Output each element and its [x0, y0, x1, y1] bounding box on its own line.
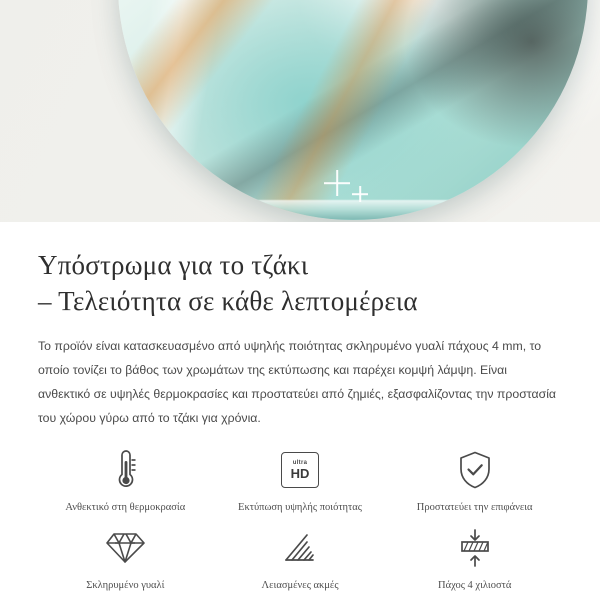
- ultra-hd-badge-icon: [281, 447, 319, 493]
- diamond-icon: [104, 525, 146, 571]
- badge-top-text: ultra: [292, 460, 308, 467]
- feature-item: [38, 525, 213, 593]
- hero-image: [0, 0, 600, 222]
- feature-label: Λειασμένες ακμές: [261, 579, 339, 591]
- shield-check-icon: [457, 447, 493, 493]
- marble-glass-plate: [118, 0, 588, 220]
- polished-edges-icon: [280, 525, 320, 571]
- feature-label: Προστατεύει την επιφάνεια: [416, 502, 533, 514]
- feature-label: Πάχος 4 χιλιοστά: [438, 579, 512, 591]
- thermometer-icon: [107, 447, 143, 493]
- page-title: [38, 248, 562, 319]
- headline-line-2: – Τελειότητα σε κάθε λεπτομέρεια: [38, 285, 418, 316]
- content-area: [0, 222, 600, 592]
- feature-label: Ανθεκτικό στη θερμοκρασία: [65, 502, 186, 514]
- headline-line-1: Υπόστρωμα για το τζάκι: [38, 250, 309, 280]
- feature-item: [387, 447, 562, 515]
- thickness-arrows-icon: [453, 525, 497, 571]
- feature-label: Εκτύπωση υψηλής ποιότητας: [238, 502, 362, 514]
- feature-item: [387, 525, 562, 593]
- feature-item: [213, 525, 388, 593]
- feature-label: Σκληρυμένο γυαλί: [86, 579, 165, 591]
- feature-grid: [38, 447, 562, 592]
- feature-item: [38, 447, 213, 515]
- feature-item: [213, 447, 388, 515]
- description-paragraph: Το προϊόν είναι κατασκευασμένο από υψηλής ποιότητας σκληρυμένο γυαλί πάχους 4 mm, το οποίο τονίζει το βάθος των χρωμάτων της εκτύπωσης και παρέχει κομψή λάμψη. Είναι ανθεκτικό σε υψηλές θερμοκρασίες και προστατεύει από ζημιές, εξασφαλίζοντας την προστασία του χώρου γύρω από το τζάκι για χρόνια.: [38, 339, 557, 426]
- badge-main-text: HD: [290, 466, 310, 482]
